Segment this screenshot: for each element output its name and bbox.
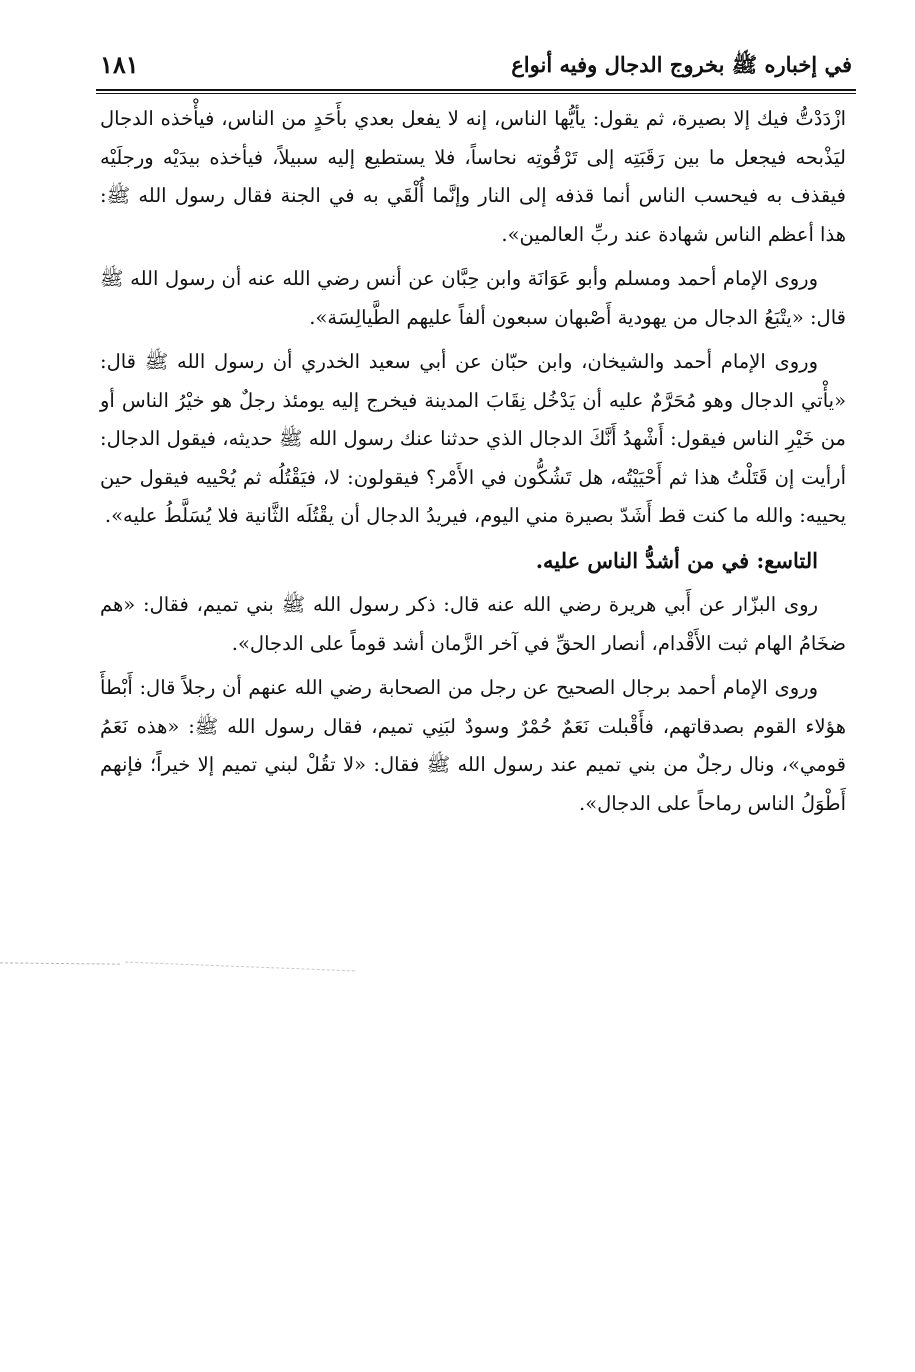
scan-artifact-line [0, 962, 120, 964]
body-text [100, 100, 846, 829]
paragraph-2: وروى الإمام أحمد ومسلم وأبو عَوَانَة وابن حِبَّان عن أنس رضي الله عنه أن رسول الله ﷺ قال: «يتْبَعُ الدجال من يهودية أَصْبهان سبعون ألفاً عليهم الطَّيالِسَة». [100, 267, 846, 329]
paragraph-5: وروى الإمام أحمد برجال الصحيح عن رجل من الصحابة رضي الله عنهم أن رجلاً قال: أَبْطأَ هؤلاء القوم بصدقاتهم، فأَقْبلت نَعَمٌ حُمْرٌ وسودٌ لبَنِي تميم، فقال رسول الله ﷺ: «هذه نَعَمُ قومي»، ونال رجلٌ من بني تميم عند رسول الله ﷺ فقال: «لا تقُلْ لبني تميم إلا خيراً؛ فإنهم أَطْوَلُ الناس رماحاً على الدجال». [100, 676, 846, 815]
scan-artifact-line [125, 962, 355, 972]
header-rule-thin [96, 93, 856, 94]
paragraph-4: روى البزّار عن أَبي هريرة رضي الله عنه قال: ذكر رسول الله ﷺ بني تميم، فقال: «هم ضخَامُ الهام ثبت الأَقْدام، أنصار الحقِّ في آخر الزَّمان أشد قوماً على الدجال». [100, 593, 846, 655]
header-rule [96, 89, 856, 91]
running-header [100, 52, 852, 88]
running-title: في إخباره ﷺ بخروج الدجال وفيه أنواع [511, 52, 852, 77]
page-number: ١٨١ [100, 50, 139, 79]
paragraph-3: وروى الإمام أحمد والشيخان، وابن حبّان عن أبي سعيد الخدري أن رسول الله ﷺ قال: «يأْتي الدجال وهو مُحَرَّمٌ عليه أن يَدْخُل نِقَابَ المدينة فيخرج إليه يومئذ رجلٌ هو خيْرُ الناس أو من خَيْرِ الناس فيقول: أَشْهدُ أَنَّكَ الدجال الذي حدثنا عنك رسول الله ﷺ حديثه، فيقول الدجال: أرأيت إن قَتَلْتُ هذا ثم أَحْيَيْتُه، هل تَشُكُّون في الأَمْر؟ فيقولون: لا، فيَقْتُلُه ثم يُحْييه فيقول حين يحييه: والله ما كنت قط أَشَدّ بصيرة مني اليوم، فيريدُ الدجال أن يقْتُلَه الثَّانية فلا يُسَلَّطُ عليه». [100, 350, 846, 527]
section-heading: التاسع: في من أشدُّ الناس عليه. [535, 547, 818, 573]
paragraph-1: ازْدَدْتُّ فيك إلا بصيرة، ثم يقول: يأيُّها الناس، إنه لا يفعل بعدي بأَحَدٍ من الناس، فيأْخذه الدجال ليَذْبحه فيجعل ما بين رَقَبَتِه إلى تَرْقُوتِه نحاساً، فلا يستطيع إليه سبيلاً، فيأخذه بيدَيْه ورجلَيْه فيقذف به فيحسب الناس أنما قذفه إلى النار وإنَّما أُلْقَي به في الجنة فقال رسول الله ﷺ: هذا أعظم الناس شهادة عند ربِّ العالمين». [100, 107, 846, 246]
